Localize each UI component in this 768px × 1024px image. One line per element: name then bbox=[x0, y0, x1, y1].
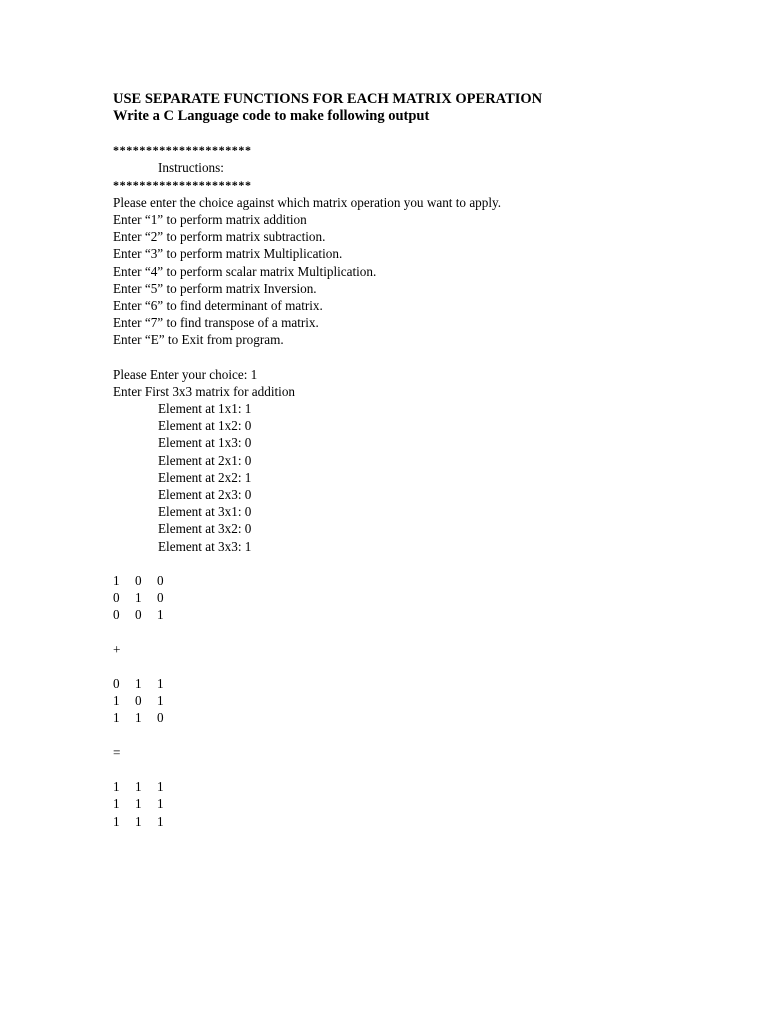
matrix-row bbox=[113, 692, 733, 709]
matrix-cell: 0 bbox=[157, 572, 164, 588]
matrix-cell: 1 bbox=[113, 796, 120, 812]
spacer bbox=[113, 348, 733, 365]
spacer bbox=[113, 727, 733, 744]
matrix-cell: 1 bbox=[113, 813, 120, 829]
element-line: Element at 1x2: 0 bbox=[158, 418, 252, 434]
document-title: USE SEPARATE FUNCTIONS FOR EACH MATRIX OPERATION bbox=[113, 91, 543, 107]
instructions-label: Instructions: bbox=[158, 160, 224, 176]
matrix-cell: 1 bbox=[157, 796, 164, 812]
element-line: Element at 2x3: 0 bbox=[158, 486, 252, 502]
matrix-row bbox=[113, 675, 733, 692]
element-line: Element at 2x1: 0 bbox=[158, 452, 252, 468]
matrix-row bbox=[113, 606, 733, 623]
matrix-cell: 0 bbox=[135, 572, 142, 588]
stars-divider-bottom: ********************* bbox=[113, 177, 252, 192]
spacer bbox=[113, 555, 733, 572]
matrix-cell: 0 bbox=[135, 693, 142, 709]
matrix-cell: 0 bbox=[113, 590, 120, 606]
matrix-b bbox=[113, 675, 733, 727]
element-line: Element at 1x1: 1 bbox=[158, 401, 252, 416]
element-line: Element at 3x1: 0 bbox=[158, 504, 252, 520]
matrix-row bbox=[113, 589, 733, 606]
matrix-cell: 1 bbox=[135, 676, 142, 691]
matrix-cell: 1 bbox=[113, 693, 120, 709]
menu-intro: Please enter the choice against which matrix operation you want to apply. bbox=[113, 194, 502, 210]
document-subtitle: Write a C Language code to make following output bbox=[113, 108, 430, 124]
matrix-cell: 1 bbox=[135, 590, 142, 606]
matrix-cell: 1 bbox=[135, 710, 142, 726]
matrix-row bbox=[113, 709, 733, 726]
matrix-cell: 1 bbox=[157, 607, 164, 623]
matrix-cell: 0 bbox=[157, 710, 164, 726]
matrix-cell: 1 bbox=[113, 710, 120, 726]
matrix-cell: 1 bbox=[157, 693, 164, 709]
matrix-cell: 0 bbox=[135, 607, 142, 623]
menu-option-6: Enter “6” to find determinant of matrix. bbox=[113, 297, 323, 313]
element-line: Element at 1x3: 0 bbox=[158, 435, 252, 451]
choice-prompt: Please Enter your choice: 1 bbox=[113, 366, 258, 382]
spacer bbox=[113, 658, 733, 675]
element-line: Element at 3x2: 0 bbox=[158, 521, 252, 537]
menu-option-5: Enter “5” to perform matrix Inversion. bbox=[113, 280, 317, 296]
matrix-cell: 1 bbox=[113, 572, 120, 588]
matrix-cell: 1 bbox=[157, 676, 164, 691]
matrix-cell: 0 bbox=[113, 676, 120, 691]
matrix-result bbox=[113, 778, 733, 830]
spacer bbox=[113, 623, 733, 640]
matrix-a bbox=[113, 572, 733, 624]
plus-sign: + bbox=[113, 641, 121, 657]
menu-option-2: Enter “2” to perform matrix subtraction. bbox=[113, 229, 326, 245]
matrix-cell: 1 bbox=[135, 796, 142, 812]
spacer bbox=[113, 761, 733, 778]
matrix-cell: 0 bbox=[113, 607, 120, 623]
stars-divider-top: ********************* bbox=[113, 143, 252, 158]
matrix-row bbox=[113, 572, 733, 589]
matrix-row bbox=[113, 813, 733, 830]
matrix-cell: 1 bbox=[113, 779, 120, 795]
matrix-cell: 0 bbox=[157, 590, 164, 606]
menu-option-3: Enter “3” to perform matrix Multiplication. bbox=[113, 246, 343, 262]
element-line: Element at 3x3: 1 bbox=[158, 538, 252, 554]
element-line: Element at 2x2: 1 bbox=[158, 469, 252, 485]
menu-option-7: Enter “7” to find transpose of a matrix. bbox=[113, 315, 319, 331]
document-content bbox=[113, 91, 733, 830]
matrix-cell: 1 bbox=[157, 779, 164, 795]
matrix-cell: 1 bbox=[157, 813, 164, 829]
menu-option-1: Enter “1” to perform matrix addition bbox=[113, 211, 307, 227]
menu-option-exit: Enter “E” to Exit from program. bbox=[113, 332, 284, 348]
menu-option-4: Enter “4” to perform scalar matrix Multiplication. bbox=[113, 263, 377, 279]
equals-sign: = bbox=[113, 744, 121, 760]
matrix-cell: 1 bbox=[135, 813, 142, 829]
spacer bbox=[113, 125, 733, 142]
input-prompt: Enter First 3x3 matrix for addition bbox=[113, 383, 296, 399]
matrix-row bbox=[113, 795, 733, 812]
matrix-cell: 1 bbox=[135, 779, 142, 795]
matrix-row bbox=[113, 778, 733, 795]
